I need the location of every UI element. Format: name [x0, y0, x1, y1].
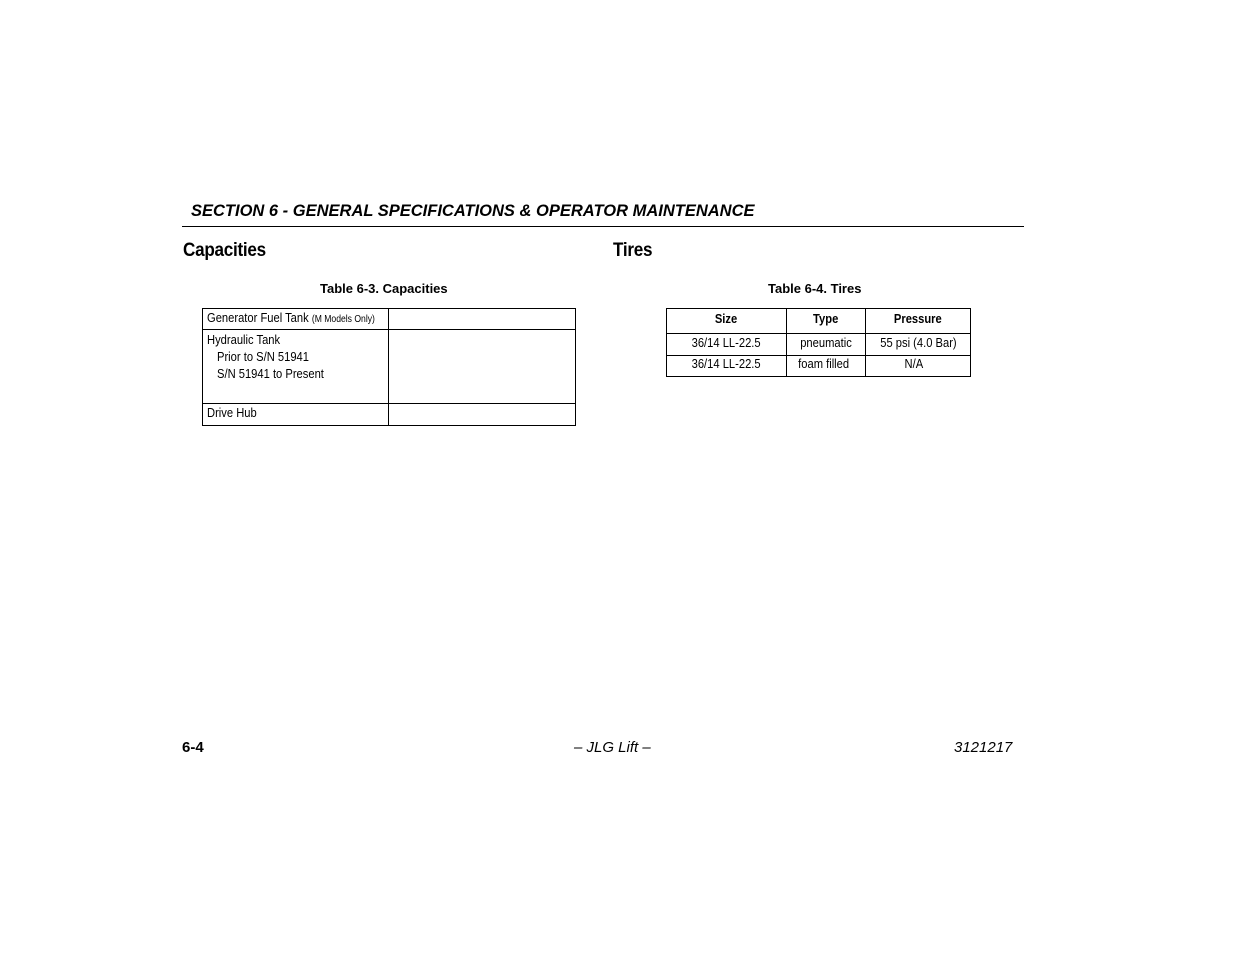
table-rule [666, 376, 971, 377]
column-header [667, 309, 786, 333]
tires-table-caption: Table 6-4. Tires [768, 281, 862, 296]
table-rule [202, 425, 576, 426]
tire-type: foam filled [798, 356, 850, 371]
section-header: SECTION 6 - GENERAL SPECIFICATIONS & OPERATOR MAINTENANCE [191, 202, 755, 220]
capacities-table-caption: Table 6-3. Capacities [320, 281, 448, 296]
capacity-label [207, 309, 375, 329]
table-rule [202, 329, 576, 330]
table-cell [667, 334, 786, 355]
capacity-sub-label: S/N 51941 to Present [217, 366, 324, 381]
capacity-label-note: (M Models Only) [311, 314, 375, 325]
table-rule [202, 308, 203, 426]
table-row [207, 331, 341, 382]
capacity-sub-label: Prior to S/N 51941 [217, 349, 309, 364]
column-header-text: Type [813, 311, 839, 326]
table-cell [862, 356, 966, 376]
column-header-text: Size [715, 311, 738, 326]
table-rule [970, 308, 971, 377]
capacities-heading: Capacities [183, 240, 266, 261]
table-cell [787, 334, 865, 355]
table-cell [866, 334, 970, 355]
capacity-label-text: Generator Fuel Tank [207, 310, 309, 325]
column-header-text: Pressure [894, 311, 942, 326]
table-rule [575, 308, 576, 426]
page-number: 6-4 [182, 739, 204, 756]
table-cell [787, 356, 861, 376]
tire-size: 36/14 LL-22.5 [691, 356, 761, 371]
table-row [207, 309, 402, 327]
column-header [787, 309, 865, 333]
tire-pressure: 55 psi (4.0 Bar) [879, 335, 957, 350]
table-row [207, 404, 265, 422]
footer-publisher: – JLG Lift – [574, 739, 651, 756]
tire-size: 36/14 LL-22.5 [691, 335, 761, 350]
header-rule [182, 226, 1024, 227]
capacity-label: Hydraulic Tank [207, 332, 281, 347]
column-header [866, 309, 970, 333]
document-number: 3121217 [954, 739, 1013, 756]
tire-type: pneumatic [800, 335, 852, 350]
capacity-label: Drive Hub [207, 405, 257, 420]
table-cell [667, 356, 786, 376]
tires-heading: Tires [613, 240, 653, 261]
tire-pressure: N/A [904, 356, 924, 371]
